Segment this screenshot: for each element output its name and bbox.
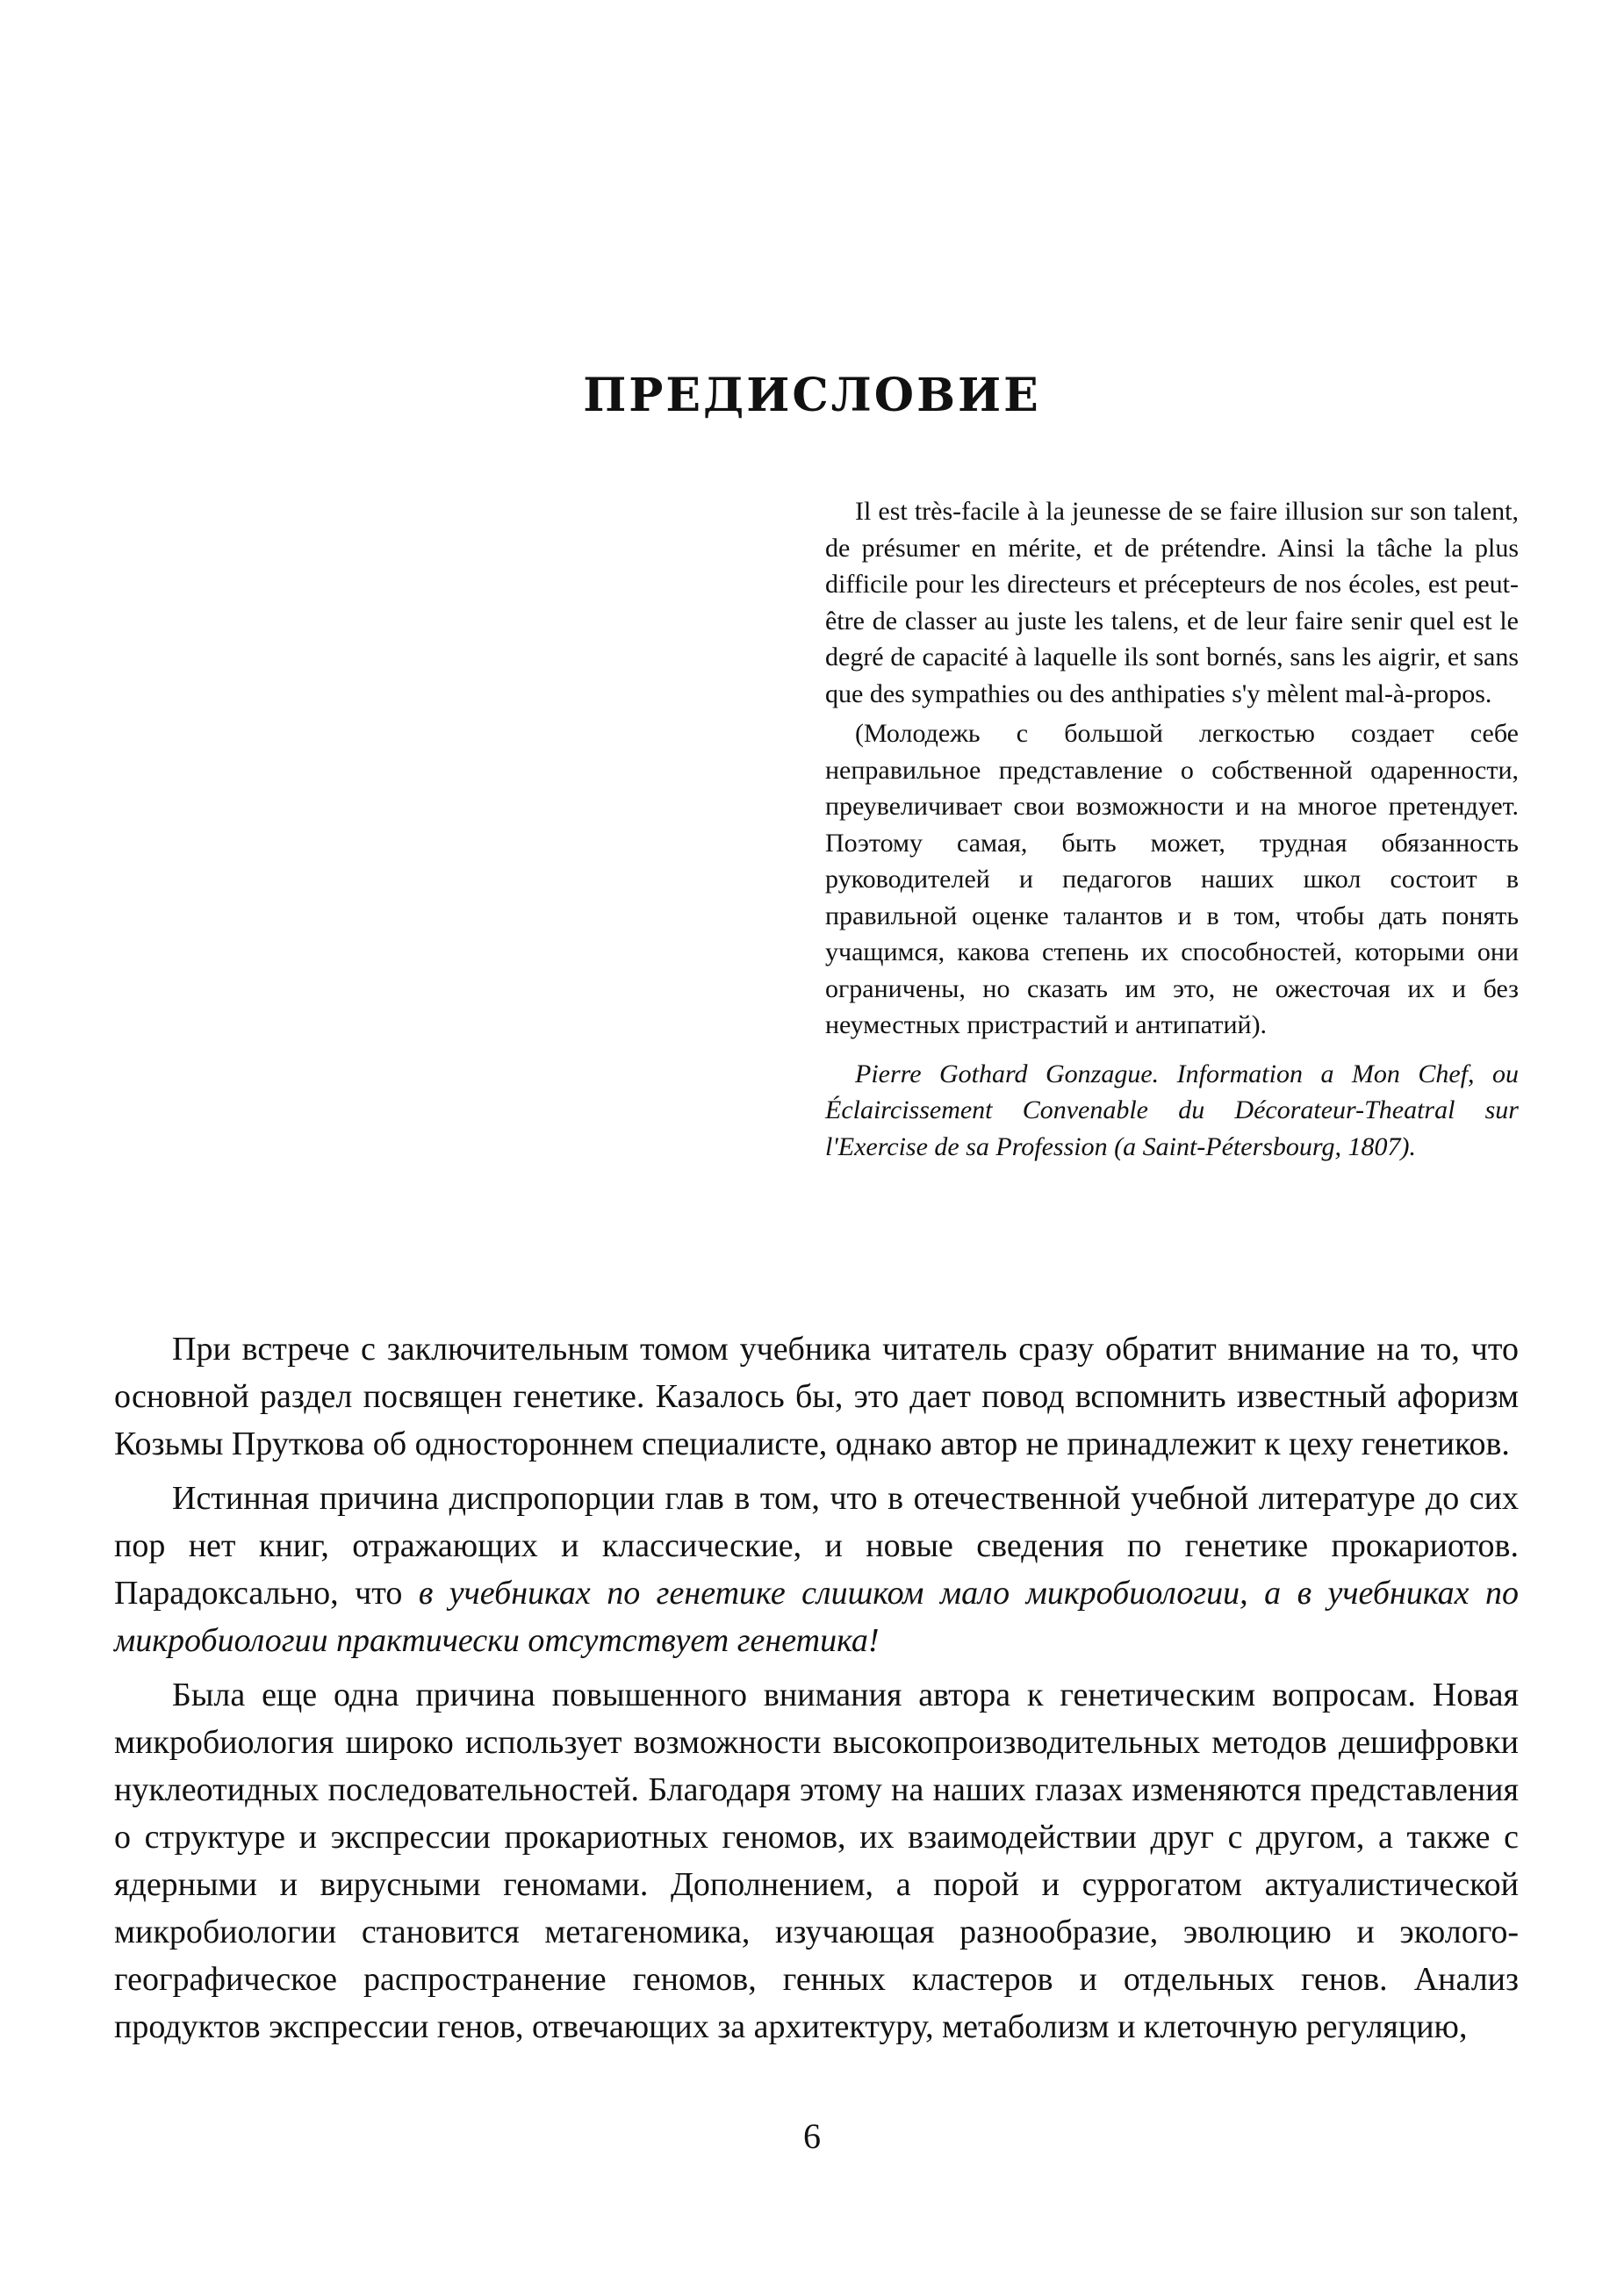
paragraph-2-emphasis: в учебниках по генетике слишком мало микробиологии, а в учебниках по микробиологии практически отсутствует генетика! [114,1575,1519,1659]
paragraph-1: При встрече с заключительным томом учебника читатель сразу обратит внимание на то, что основной раздел посвящен генетике. Казалось бы, это дает повод вспомнить известный афоризм Козьмы Пруткова об одностороннем специалисте, однако автор не принадлежит к цеху генетиков. [114,1331,1519,1462]
epigraph-russian-translation: (Молодежь с большой легкостью создает себе неправильное представление о собственной одаренности, преувеличивает свои возможности и на многое претендует. Поэтому самая, быть может, трудная обязанность руководителей и педагогов наших школ состоит в правильной оценке талантов и в том, чтобы дать понять учащимся, какова степень их способностей, которыми они ограничены, но сказать им это, не ожесточая их и без неуместных пристрастий и антипатий). [825,719,1519,1039]
paragraph-3: Была еще одна причина повышенного внимания автора к генетическим вопросам. Новая микробиология широко использует возможности высокопроизводительных методов дешифровки нуклеотидных последовательностей. Благодаря этому на наших глазах изменяются представления о структуре и экспрессии прокариотных геномов, их взаимодействии друг с другом, а также с ядерными и вирусными геномами. Дополнением, а порой и суррогатом актуалистической микробиологии становится метагеномика, изучающая разнообразие, эволюцию и эколого-географическое распространение геномов, генных кластеров и отдельных генов. Анализ продуктов экспрессии генов, отвечающих за архитектуру, метаболизм и клеточную регуляцию, [114,1677,1519,2045]
paragraph-2 [114,1475,1519,1664]
paragraph-2-text: Истинная причина диспропорции глав в том, что в отечественной учебной литературе до сих пор нет книг, отражающих и классические, и новые сведения по генетике прокариотов. Парадоксально, что [114,1480,1519,1612]
epigraph [825,493,1519,1165]
page-title: ПРЕДИСЛОВИЕ [583,369,1041,422]
epigraph-french-quote: Il est très-facile à la jeunesse de se faire illusion sur son talent, de présumer en mérite, et de prétendre. Ainsi la tâche la plus difficile pour les directeurs et précepteurs de nos écoles, est peut-être de classer au juste les talens, et de leur faire senir quel est le degré de capacité à laquelle ils sont bornés, sans les aigrir, et sans que des sympathies ou des anthipaties s'y mèlent mal-à-propos. [825,497,1519,708]
page-number: 6 [803,2116,821,2156]
epigraph-source: Pierre Gothard Gonzague. Information a Mon Chef, ou Éclaircissement Convenable du Décorateur-Theatral sur l'Exercise de sa Profession (a Saint-Pétersbourg, 1807). [825,1059,1519,1161]
main-text [114,1325,1519,2058]
